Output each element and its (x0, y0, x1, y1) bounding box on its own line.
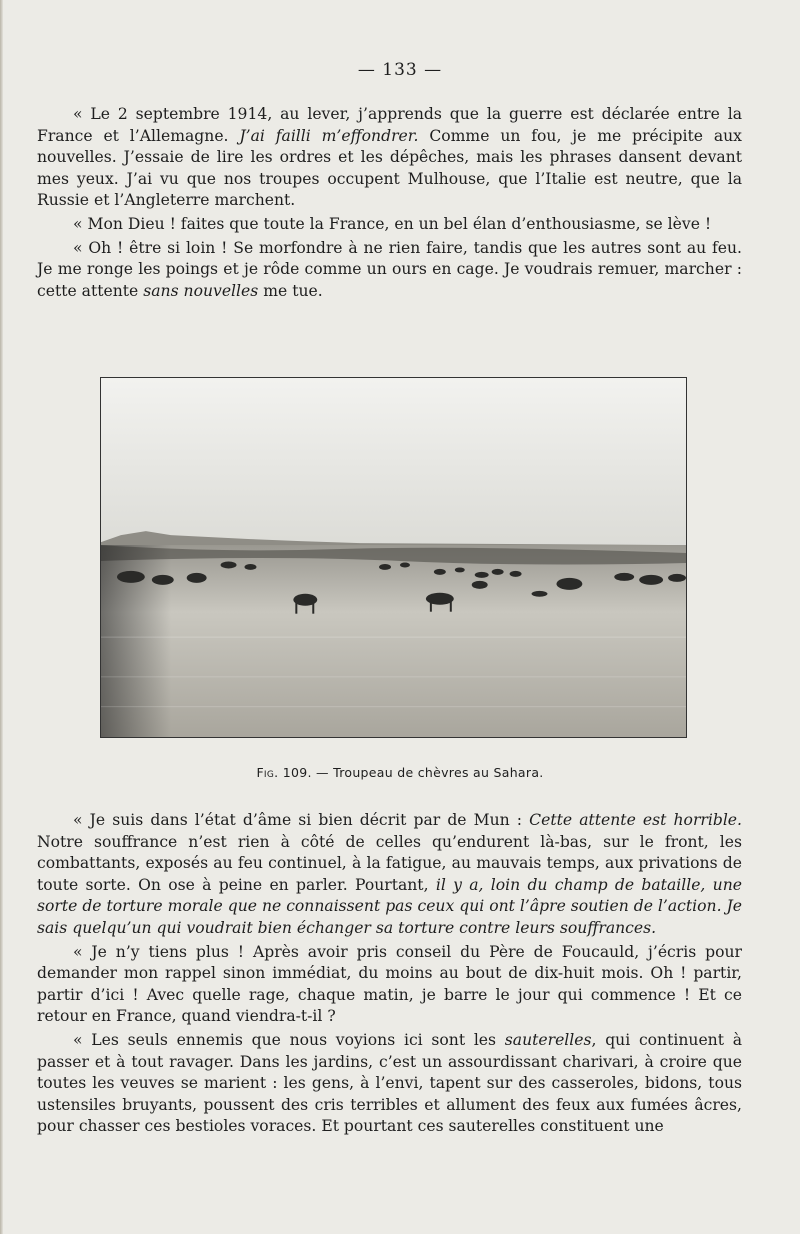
text-block-bottom (37, 810, 742, 1138)
paragraph (37, 214, 742, 236)
italic-run: il y a, loin du champ de bataille, une sorte de torture morale que ne connaissent pas ceux qui ont l’âpre soutien de l’action. Je sais quelqu’un qui voudrait bien échanger sa torture contre leurs souffrances. (37, 875, 742, 937)
text-run: « Oh ! être si loin ! Se morfondre à ne rien faire, tandis que les autres sont au feu. Je me ronge les poings et je rôde comme un ours en cage. Je voudrais remuer, marcher : cette attente (37, 238, 742, 300)
page-number: — 133 — (357, 60, 443, 80)
paragraph (37, 238, 742, 303)
figure-photo-goats (100, 377, 687, 738)
photo-goat-herd-sahara (101, 378, 686, 737)
text-run: « Je n’y tiens plus ! Après avoir pris conseil du Père de Foucauld, j’écris pour demander mon rappel sinon immédiat, du moins au bout de dix-huit mois. Oh ! partir, partir d’ici ! Avec quelle rage, chaque matin, je barre le jour qui commence ! Et ce retour en France, quand viendra-t-il ? (37, 942, 742, 1026)
caption-dash: — (311, 765, 334, 780)
text-run: « Mon Dieu ! faites que toute la France, en un bel élan d’enthousiasme, se lève ! (73, 214, 712, 233)
text-run: Notre souffrance n’est rien à côté de celles qu’endurent là-bas, sur le front, les combattants, exposés au feu continuel, à la fatigue, au mauvais temps, aux privations de toute sorte. On ose à peine en parler. Pourtant, (37, 832, 742, 894)
paragraph (37, 810, 742, 940)
italic-run: sans nouvelles (143, 281, 259, 300)
paragraph (37, 942, 742, 1028)
text-block-top (37, 104, 742, 302)
figure-caption (0, 765, 800, 780)
text-run: « Le 2 septembre 1914, au lever, j’apprends que la guerre est déclarée entre la France et l’Allemagne. (37, 105, 742, 145)
paragraph (37, 104, 742, 212)
figure-title: Troupeau de chèvres au Sahara. (333, 765, 544, 780)
italic-run: sauterelles (504, 1030, 592, 1049)
text-run: Comme un fou, je me précipite aux nouvelles. J’essaie de lire les ordres et les dépêches, mais les phrases dansent devant mes yeux. J’ai vu que nos troupes occupent Mulhouse, que l’Italie est neutre, que la Russie et l’Angleterre marchent. (37, 126, 742, 210)
text-run: me tue. (258, 281, 323, 300)
paragraph (37, 1030, 742, 1138)
text-run: « Les seuls ennemis que nous voyions ici sont les (73, 1030, 505, 1049)
text-run: , qui continuent à passer et à tout ravager. Dans les jardins, c’est un assourdissant charivari, à croire que toutes les veuves se marient : les gens, à l’envi, tapent sur des casseroles, bidons, tous ustensiles bruyants, poussent des cris terribles et allument des feux aux fumées âcres, pour chasser ces bestioles voraces. Et pourtant ces sauterelles constituent une (37, 1030, 743, 1136)
italic-run: J’ai failli m’effondrer. (239, 126, 419, 145)
page-binding-edge (0, 0, 3, 1234)
figure-label: Fig. 109. (256, 765, 312, 780)
italic-run: Cette attente est horrible. (529, 811, 742, 829)
text-run: « Je suis dans l’état d’âme si bien décrit par de Mun : (73, 811, 530, 829)
